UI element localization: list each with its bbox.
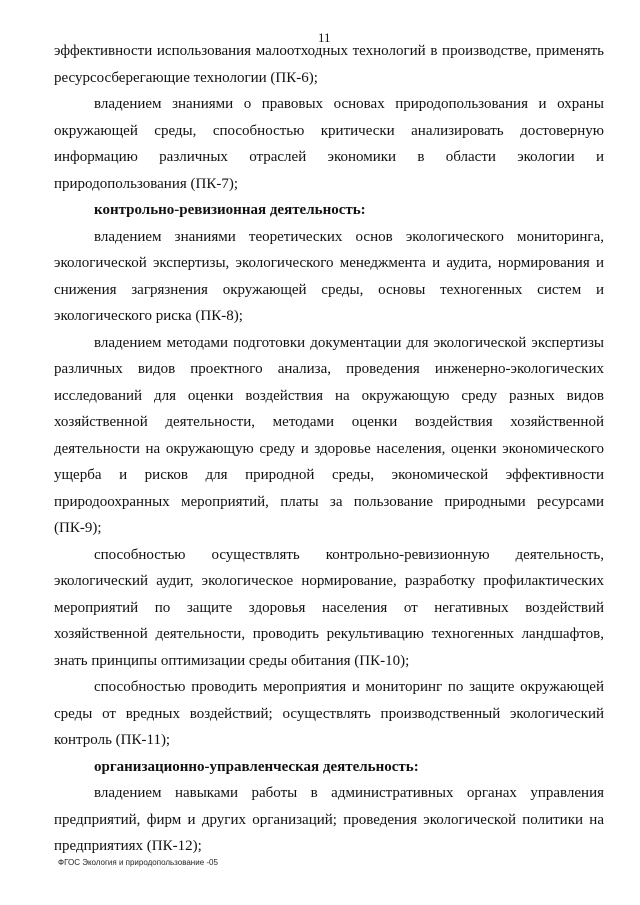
section-heading-control-audit: контрольно-ревизионная деятельность: [94, 202, 366, 218]
paragraph-pk6-continuation: эффективности использования малоотходных технологий в производстве, применять ресурсосберегающие технологии (ПК-6); [54, 43, 604, 86]
page-number: 11 [318, 30, 331, 45]
footer-standard-label: ФГОС Экология и природопользование -05 [58, 858, 218, 867]
paragraph-pk8: владением знаниями теоретических основ экологического мониторинга, экологической экспертизы, экологического менеджмента и аудита, нормирования и снижения загрязнения окружающей среды, основы техногенных систем и экологического риска (ПК-8); [54, 228, 604, 324]
document-body [54, 38, 604, 860]
paragraph-pk10: способностью осуществлять контрольно-ревизионную деятельность, экологический аудит, экологическое нормирование, разработку профилактических мероприятий по защите здоровья населения от негативных воздействий хозяйственной деятельности, проводить рекультивацию техногенных ландшафтов, знать принципы оптимизации среды обитания (ПК-10); [54, 546, 604, 669]
section-heading-management: организационно-управленческая деятельность: [94, 758, 419, 775]
paragraph-pk9: владением методами подготовки документации для экологической экспертизы различных видов проектного анализа, проведения инженерно-экологических исследований для оценки воздействия на окружающую среду разных видов хозяйственной деятельности, методами оценки воздействия хозяйственной деятельности на окружающую среду и здоровье населения, оценки экономического ущерба и рисков для природной среды, экономической эффективности природоохранных мероприятий, платы за пользование природными ресурсами (ПК-9); [54, 334, 604, 536]
paragraph-pk12: владением навыками работы в административных органах управления предприятий, фирм и других организаций; проведения экологической политики на предприятиях (ПК-12); [54, 785, 604, 854]
paragraph-pk7: владением знаниями о правовых основах природопользования и охраны окружающей среды, способностью критически анализировать достоверную информацию различных отраслей экономики в области экологии и природопользования (ПК-7); [54, 96, 604, 192]
paragraph-pk11: способностью проводить мероприятия и мониторинг по защите окружающей среды от вредных воздействий; осуществлять производственный экологический контроль (ПК-11); [54, 679, 604, 748]
